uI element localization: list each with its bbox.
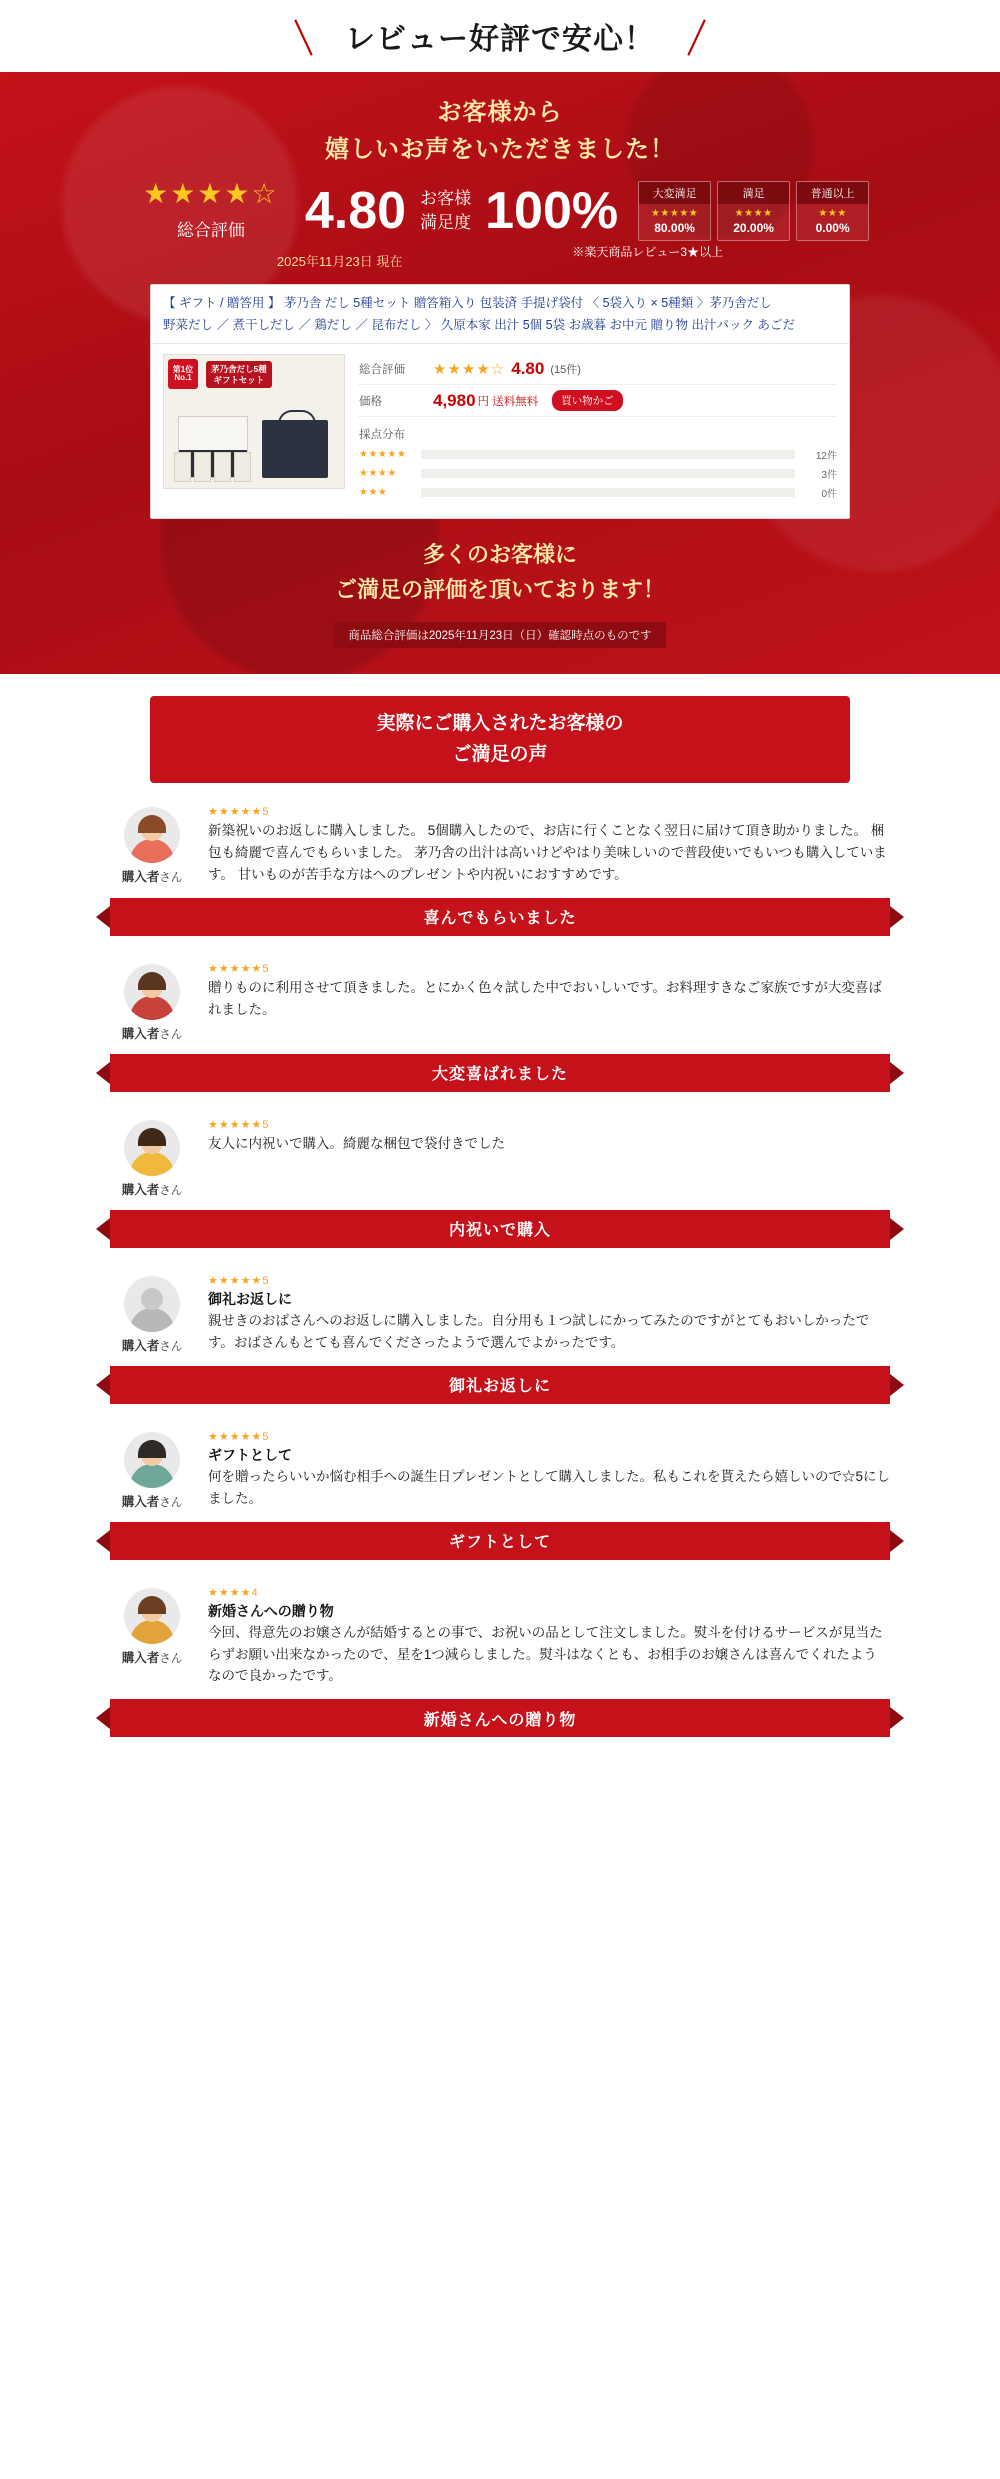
decorative-slash-left: ＼	[283, 18, 323, 60]
review-ribbon: 御礼お返しに	[110, 1366, 890, 1404]
distribution-bar-track	[421, 469, 795, 478]
reviewer-name	[110, 1492, 194, 1510]
product-title-line2: 野菜だし ／ 煮干しだし ／ 鶏だし ／ 昆布だし 〉 久原本家 出汁 5個 5袋 お歳暮 お中元 贈り物 出汁パック あごだ	[163, 318, 795, 333]
reviewer-name	[110, 1024, 194, 1042]
hero-headline-line2: 嬉しいお声をいただきました！	[325, 136, 675, 164]
review-stars-glyphs: ★★★★★	[208, 1274, 263, 1287]
reviews-section	[0, 674, 1000, 1792]
review-body: 親せきのおばさんへのお返しに購入しました。自分用も１つ試しにかってみたのですがとてもおいしかったです。おばさんもとても喜んでくださったようで選んでよかったです。	[208, 1312, 870, 1350]
review-stars-glyphs: ★★★★★	[208, 1430, 263, 1443]
reviewer-name-prefix: 購入者	[121, 1494, 160, 1509]
review-stars	[208, 1118, 890, 1131]
avatar	[124, 1120, 180, 1176]
reviewer-name	[110, 1648, 194, 1666]
product-title[interactable]	[151, 285, 849, 344]
decorative-slash-right: ／	[677, 18, 717, 60]
reviewer-block	[110, 805, 194, 886]
distribution-stars: ★★★★	[359, 468, 397, 480]
reviewer-name-suffix: さん	[159, 1340, 183, 1353]
review-stars	[208, 962, 890, 975]
distribution-count: 3件	[821, 470, 837, 482]
product-title-line1: 【 ギフト / 贈答用 】 茅乃舎 だし 5種セット 贈答箱入り 包装済 手提げ袋付 〈 5袋入り × 5種類 〉茅乃舎だし	[163, 296, 772, 311]
rating-source-note: ※楽天商品レビュー3★以上	[572, 245, 724, 260]
avatar-hair	[138, 1128, 166, 1146]
review-item	[110, 1430, 890, 1512]
review-body: 贈りものに利用させて頂きました。とにかく色々試した中でおいしいです。お料理すきなご家族ですが大変喜ばれました。	[208, 979, 882, 1017]
product-thumbnail[interactable]	[163, 354, 345, 489]
review-item	[110, 962, 890, 1044]
review-item	[110, 1118, 890, 1200]
distribution-bar-track	[421, 488, 795, 497]
review-ribbon: 新婚さんへの贈り物	[110, 1699, 890, 1737]
overall-stars-half: ☆	[251, 178, 279, 210]
distribution-bar-track	[421, 450, 795, 459]
reviewer-block	[110, 1430, 194, 1510]
avatar	[124, 964, 180, 1020]
gift-bag-image	[262, 420, 328, 478]
product-rating-key: 総合評価	[359, 364, 405, 377]
overall-stars	[131, 180, 291, 208]
hero-footer-line2: ご満足の評価を頂いております！	[334, 577, 665, 603]
satisfaction-label	[420, 187, 471, 235]
hero-section	[0, 72, 1000, 674]
breakdown-box	[717, 181, 790, 241]
avatar-body	[130, 1308, 174, 1332]
product-rating-count: (15件)	[550, 364, 581, 377]
review-score: 5	[262, 1430, 270, 1443]
reviewer-name-suffix: さん	[159, 1496, 183, 1509]
review-content	[208, 805, 890, 886]
distribution-count: 12件	[815, 451, 837, 463]
breakdown-head: 普通以上	[797, 182, 868, 204]
review-item	[110, 1274, 890, 1356]
overall-score-value: 4.80	[304, 181, 407, 240]
review-item	[110, 805, 890, 888]
distribution-row	[359, 485, 837, 500]
avatar-head	[141, 1288, 163, 1310]
product-price-key: 価格	[359, 395, 382, 408]
gift-set-badge	[206, 361, 272, 388]
review-stars	[208, 1274, 890, 1287]
review-ribbon-wrap	[110, 1366, 890, 1404]
review-body: 友人に内祝いで購入。綺麗な梱包で袋付きでした	[208, 1135, 505, 1151]
review-subject: ギフトとして	[208, 1446, 292, 1463]
dashi-pack	[174, 452, 191, 482]
review-ribbon-wrap	[110, 1699, 890, 1737]
reviewer-name-suffix: さん	[159, 872, 183, 885]
hero-headline-line1: お客様から	[437, 99, 563, 126]
reviews-heading	[150, 696, 850, 784]
breakdown-stars: ★★★★★	[650, 207, 699, 219]
score-summary-row	[0, 180, 1000, 241]
reviewer-block	[110, 1118, 194, 1198]
review-subject: 御礼お返しに	[208, 1290, 292, 1307]
reviews-heading-line2: ご満足の声	[452, 743, 548, 765]
reviewer-name-prefix: 購入者	[121, 1182, 160, 1197]
overall-stars-full: ★★★★	[143, 178, 252, 210]
product-info	[359, 354, 837, 504]
review-stars-glyphs: ★★★★★	[208, 1118, 263, 1131]
breakdown-value: 80.00%	[654, 220, 695, 235]
rating-distribution-title: 採点分布	[359, 429, 405, 442]
review-item	[110, 1586, 890, 1690]
satisfaction-label-line2: 満足度	[420, 212, 472, 232]
avatar-hair	[138, 972, 166, 990]
satisfaction-label-line1: お客様	[420, 189, 472, 209]
review-ribbon-wrap	[110, 1210, 890, 1248]
review-stars-glyphs: ★★★★	[208, 1586, 252, 1599]
review-ribbon-wrap	[110, 898, 890, 936]
hero-footer-message	[0, 537, 1000, 607]
review-content	[208, 1274, 890, 1354]
product-rating-value: 4.80	[511, 359, 545, 379]
reviews-heading-line1: 実際にご購入されたお客様の	[376, 712, 624, 734]
reviewer-name	[110, 1180, 194, 1198]
review-score: 5	[262, 806, 270, 819]
avatar	[124, 1276, 180, 1332]
breakdown-box	[796, 181, 869, 241]
reviewer-block	[110, 1586, 194, 1688]
review-content	[208, 962, 890, 1042]
avatar-body	[130, 1620, 174, 1644]
review-score: 5	[262, 1118, 270, 1131]
hero-meta-row	[0, 241, 1000, 270]
product-price-row	[359, 385, 837, 417]
add-to-cart-button[interactable]: 買い物かご	[552, 390, 623, 411]
review-ribbon: 大変喜ばれました	[110, 1054, 890, 1092]
review-stars-glyphs: ★★★★★	[208, 962, 263, 975]
review-stars	[208, 805, 890, 818]
satisfaction-value: 100%	[485, 181, 619, 240]
product-review-card[interactable]	[150, 284, 850, 519]
review-body: 何を贈ったらいいか悩む相手への誕生日プレゼントとして購入しました。私もこれを貰えたら嬉しいので☆5にしました。	[208, 1468, 890, 1506]
breakdown-value: 20.00%	[733, 220, 774, 235]
hero-headline	[0, 94, 1000, 168]
breakdown-stars: ★★★	[818, 207, 847, 219]
overall-rating-block	[131, 180, 291, 241]
breakdown-box	[638, 181, 711, 241]
rating-as-of-date: 2025年11月23日 現在	[276, 254, 403, 270]
distribution-row	[359, 466, 837, 481]
reviewer-block	[110, 1274, 194, 1354]
avatar-body	[130, 1152, 174, 1176]
avatar-body	[130, 1464, 174, 1488]
dashi-pack	[234, 452, 251, 482]
product-rating-stars-half: ☆	[490, 361, 506, 379]
dashi-pack	[214, 452, 231, 482]
review-ribbon: ギフトとして	[110, 1522, 890, 1560]
breakdown-head: 大変満足	[639, 182, 710, 204]
review-stars	[208, 1430, 890, 1443]
product-rating-stars	[433, 360, 505, 378]
distribution-row	[359, 447, 837, 462]
avatar-hair	[138, 815, 166, 833]
top-banner-title: レビュー好評で安心！	[345, 23, 655, 56]
review-ribbon: 内祝いで購入	[110, 1210, 890, 1248]
review-ribbon-wrap	[110, 1522, 890, 1560]
reviewer-name	[110, 1336, 194, 1354]
rank-badge-line1: 第1位	[172, 364, 194, 374]
reviewer-name-prefix: 購入者	[121, 1650, 160, 1665]
review-ribbon-wrap	[110, 1054, 890, 1092]
review-score: 5	[262, 1274, 270, 1287]
review-ribbon: 喜んでもらいました	[110, 898, 890, 936]
avatar	[124, 1432, 180, 1488]
dashi-pack	[194, 452, 211, 482]
reviewer-name-prefix: 購入者	[121, 1026, 160, 1041]
rating-disclaimer: 商品総合評価は2025年11月23日（日）確認時点のものです	[334, 622, 665, 648]
review-score: 5	[262, 962, 270, 975]
reviewer-name	[110, 867, 194, 885]
product-rating-row	[359, 354, 837, 385]
review-content	[208, 1586, 890, 1688]
hero-footer-line1: 多くのお客様に	[422, 542, 577, 568]
review-stars-glyphs: ★★★★★	[208, 806, 263, 819]
distribution-stars: ★★★	[359, 487, 388, 499]
rank-badge	[168, 359, 198, 389]
overall-rating-label: 総合評価	[176, 221, 245, 241]
avatar-hair	[138, 1440, 166, 1458]
reviewer-name-prefix: 購入者	[121, 1338, 160, 1353]
avatar	[124, 807, 180, 863]
product-price-unit: 円 送料無料	[477, 395, 539, 408]
review-stars	[208, 1586, 890, 1599]
satisfaction-breakdown	[638, 181, 869, 241]
gift-set-badge-line2: ギフトセット	[213, 374, 265, 385]
review-body: 今回、得意先のお嬢さんが結婚するとの事で、お祝いの品として注文しました。熨斗を付けるサービスが見当たらずお願い出来なかったので、星を1つ減らしました。熨斗はなくとも、お相手のお嬢さんは喜んでくれたようなので良かったです。	[208, 1624, 883, 1684]
breakdown-stars: ★★★★	[734, 207, 773, 219]
reviewer-name-suffix: さん	[159, 1028, 183, 1041]
distribution-count: 0件	[821, 489, 837, 501]
review-score: 4	[251, 1586, 259, 1599]
breakdown-head: 満足	[718, 182, 789, 204]
review-content	[208, 1430, 890, 1510]
product-price-value: 4,980	[433, 390, 476, 410]
reviewer-name-suffix: さん	[159, 1652, 183, 1665]
reviewer-block	[110, 962, 194, 1042]
avatar-hair	[138, 1596, 166, 1614]
review-subject: 新婚さんへの贈り物	[208, 1602, 334, 1619]
review-body: 新築祝いのお返しに購入しました。 5個購入したので、お店に行くことなく翌日に届けて頂き助かりました。 梱包も綺麗で喜んでもらいました。 茅乃舎の出汁は高いけどやはり美味しいので普段使いでもいつも購入しています。 甘いものが苦手な方はへのプレゼントや内祝いにおすすめです。	[208, 823, 887, 882]
top-banner	[0, 0, 1000, 72]
product-card-body	[151, 344, 849, 518]
avatar	[124, 1588, 180, 1644]
avatar-body	[130, 839, 174, 863]
gift-set-badge-line1: 茅乃舎だし5種	[211, 364, 267, 375]
rank-badge-line2: No.1	[174, 373, 192, 383]
distribution-stars: ★★★★★	[359, 449, 407, 461]
reviewer-name-suffix: さん	[159, 1184, 183, 1197]
breakdown-value: 0.00%	[815, 220, 850, 235]
avatar-body	[130, 996, 174, 1020]
dashi-packs-image	[174, 452, 251, 482]
reviewer-name-prefix: 購入者	[121, 870, 160, 885]
review-content	[208, 1118, 890, 1198]
product-rating-stars-full: ★★★★	[433, 361, 491, 379]
